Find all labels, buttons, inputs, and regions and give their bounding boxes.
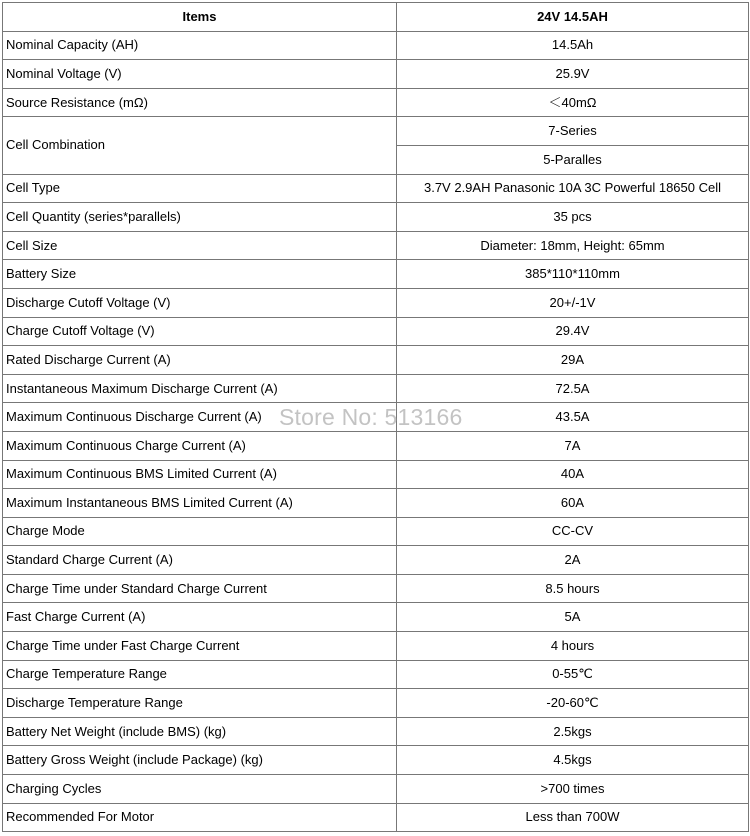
row-value: 43.5A — [397, 403, 749, 432]
row-value: 7-Series — [397, 117, 749, 146]
table-row — [3, 803, 749, 832]
table-row — [3, 374, 749, 403]
table-row — [3, 517, 749, 546]
row-value: 20+/-1V — [397, 288, 749, 317]
row-value: 40A — [397, 460, 749, 489]
table-row — [3, 489, 749, 518]
row-label: Fast Charge Current (A) — [3, 603, 397, 632]
row-value: 3.7V 2.9AH Panasonic 10A 3C Powerful 18650 Cell — [397, 174, 749, 203]
table-row — [3, 632, 749, 661]
header-items: Items — [3, 3, 397, 32]
row-value: 4.5kgs — [397, 746, 749, 775]
table-row — [3, 775, 749, 804]
table-row — [3, 660, 749, 689]
row-value: 25.9V — [397, 60, 749, 89]
row-value: >700 times — [397, 775, 749, 804]
row-label: Charging Cycles — [3, 775, 397, 804]
table-row — [3, 546, 749, 575]
row-label: Charge Time under Fast Charge Current — [3, 632, 397, 661]
table-row — [3, 717, 749, 746]
table-row — [3, 317, 749, 346]
row-value: 72.5A — [397, 374, 749, 403]
row-value: 14.5Ah — [397, 31, 749, 60]
row-value: 2.5kgs — [397, 717, 749, 746]
table-row — [3, 260, 749, 289]
row-label: Charge Mode — [3, 517, 397, 546]
row-label: Standard Charge Current (A) — [3, 546, 397, 575]
row-value: Diameter: 18mm, Height: 65mm — [397, 231, 749, 260]
table-row — [3, 431, 749, 460]
row-label: Battery Net Weight (include BMS) (kg) — [3, 717, 397, 746]
row-value: CC-CV — [397, 517, 749, 546]
row-label: Cell Type — [3, 174, 397, 203]
table-row — [3, 60, 749, 89]
row-label: Discharge Cutoff Voltage (V) — [3, 288, 397, 317]
row-label: Cell Combination — [3, 117, 397, 174]
table-row — [3, 203, 749, 232]
row-value: 8.5 hours — [397, 574, 749, 603]
row-value: 29.4V — [397, 317, 749, 346]
row-label: Cell Size — [3, 231, 397, 260]
row-label: Maximum Instantaneous BMS Limited Current (A) — [3, 489, 397, 518]
row-label: Charge Time under Standard Charge Current — [3, 574, 397, 603]
row-label: Maximum Continuous BMS Limited Current (A) — [3, 460, 397, 489]
table-row — [3, 346, 749, 375]
row-value: 60A — [397, 489, 749, 518]
table-row — [3, 603, 749, 632]
row-value: 385*110*110mm — [397, 260, 749, 289]
row-value: 35 pcs — [397, 203, 749, 232]
spec-table — [2, 2, 749, 832]
row-value: 29A — [397, 346, 749, 375]
table-row — [3, 117, 749, 146]
table-row — [3, 460, 749, 489]
row-value: 7A — [397, 431, 749, 460]
row-value: ＜40mΩ — [397, 88, 749, 117]
store-watermark: Store No: 513166 — [279, 404, 463, 430]
table-row — [3, 174, 749, 203]
row-label: Nominal Voltage (V) — [3, 60, 397, 89]
table-row — [3, 31, 749, 60]
row-label: Source Resistance (mΩ) — [3, 88, 397, 117]
row-label: Maximum Continuous Discharge Current (A) — [3, 403, 397, 432]
row-value: -20-60℃ — [397, 689, 749, 718]
header-model: 24V 14.5AH — [397, 3, 749, 32]
table-row — [3, 231, 749, 260]
row-value: 5A — [397, 603, 749, 632]
row-value: 2A — [397, 546, 749, 575]
row-value: 5-Paralles — [397, 145, 749, 174]
row-label: Rated Discharge Current (A) — [3, 346, 397, 375]
row-label: Recommended For Motor — [3, 803, 397, 832]
table-row — [3, 746, 749, 775]
table-row — [3, 574, 749, 603]
row-value: 0-55℃ — [397, 660, 749, 689]
row-value: 4 hours — [397, 632, 749, 661]
row-label: Charge Cutoff Voltage (V) — [3, 317, 397, 346]
row-label: Instantaneous Maximum Discharge Current (A) — [3, 374, 397, 403]
row-label: Maximum Continuous Charge Current (A) — [3, 431, 397, 460]
table-row — [3, 689, 749, 718]
table-row — [3, 88, 749, 117]
row-label: Discharge Temperature Range — [3, 689, 397, 718]
row-label: Cell Quantity (series*parallels) — [3, 203, 397, 232]
row-label: Charge Temperature Range — [3, 660, 397, 689]
header-row — [3, 3, 749, 32]
row-value: Less than 700W — [397, 803, 749, 832]
table-row — [3, 403, 749, 432]
row-label: Battery Size — [3, 260, 397, 289]
table-row — [3, 288, 749, 317]
row-label: Battery Gross Weight (include Package) (kg) — [3, 746, 397, 775]
row-label: Nominal Capacity (AH) — [3, 31, 397, 60]
